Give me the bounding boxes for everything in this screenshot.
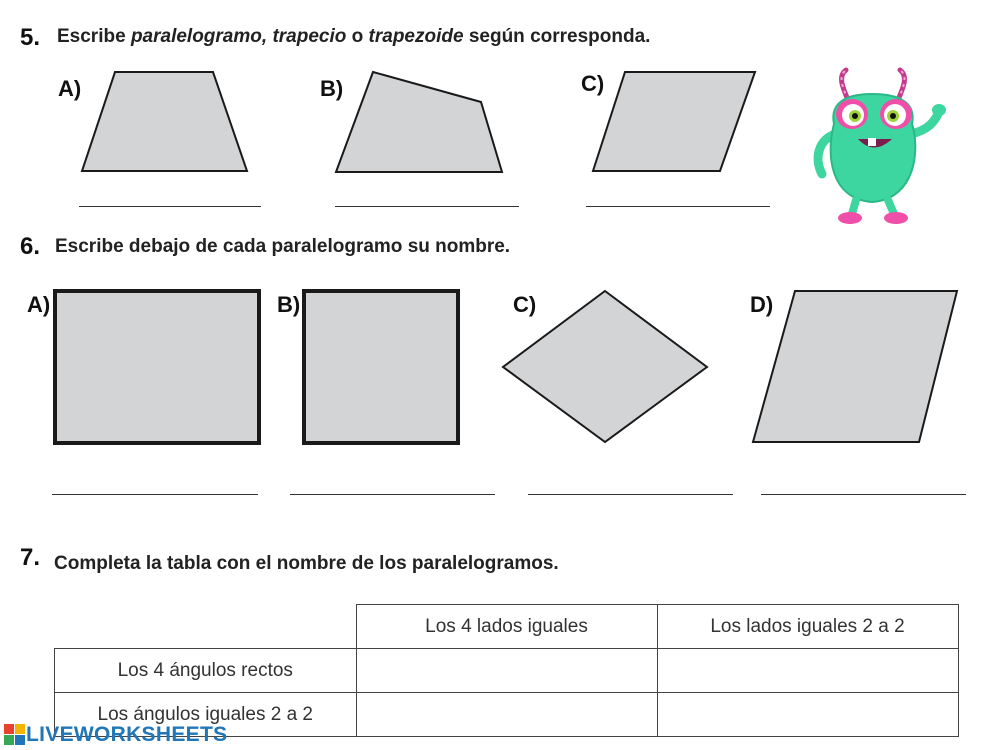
q6-answer-line-b [290, 494, 495, 495]
q6-answer-input-d[interactable] [761, 470, 970, 494]
question-6-text: Escribe debajo de cada paralelogramo su nombre. [55, 236, 511, 257]
q7-header-row [55, 605, 959, 649]
q6-answer-line-d [761, 494, 966, 495]
q6-label-a: A) [27, 292, 51, 317]
q6-shape-c-rombo [503, 291, 707, 442]
q7-col-header-1: Los 4 lados iguales [356, 605, 657, 649]
q6-shape-a-rectangulo [55, 291, 259, 443]
q6-answer-input-b[interactable] [290, 470, 499, 494]
liveworksheets-logo-icon [4, 724, 26, 746]
q5-label-b: B) [320, 76, 344, 101]
q6-label-d: D) [750, 292, 774, 317]
q6-answer-input-a[interactable] [52, 470, 262, 494]
q5-text-part: según corresponda. [463, 26, 651, 47]
q5-term-paralelogramo: paralelogramo [130, 26, 262, 47]
question-5-number: 5. [20, 24, 41, 51]
q6-shape-d-romboide [753, 291, 957, 442]
q7-answer-cell-2-2[interactable] [657, 693, 958, 737]
q7-answer-cell-1-1[interactable] [356, 649, 657, 693]
q5-text-part: Escribe [57, 26, 131, 47]
q7-col-header-2: Los lados iguales 2 a 2 [657, 605, 958, 649]
q6-answer-input-c[interactable] [528, 470, 737, 494]
q7-table [54, 604, 959, 737]
q7-corner-cell [55, 605, 357, 649]
q5-text-part: , [261, 26, 273, 47]
q7-row-header-1: Los 4 ángulos rectos [55, 649, 357, 693]
q6-label-c: C) [513, 292, 537, 317]
q7-answer-cell-1-2[interactable] [657, 649, 958, 693]
q5-text-part: o [346, 26, 369, 47]
question-7-text: Completa la tabla con el nombre de los paralelogramos. [54, 553, 559, 574]
question-6-number: 6. [20, 233, 41, 260]
q5-label-c: C) [581, 71, 605, 96]
table-row [55, 649, 959, 693]
q6-shape-b-cuadrado [304, 291, 458, 443]
question-7-number: 7. [20, 544, 41, 571]
logo-text: LIVEWORKSHEETS [26, 723, 228, 746]
q7-answer-cell-2-1[interactable] [356, 693, 657, 737]
q6-label-b: B) [277, 292, 301, 317]
q7-row-header-2: Los ángulos iguales 2 a 2 [55, 693, 357, 737]
q6-answer-line-a [52, 494, 258, 495]
q5-term-trapezoide: trapezoide [368, 26, 464, 47]
liveworksheets-logo[interactable] [4, 722, 227, 748]
q5-term-trapecio: trapecio [272, 26, 347, 47]
q6-answer-line-c [528, 494, 733, 495]
q5-label-a: A) [58, 76, 82, 101]
